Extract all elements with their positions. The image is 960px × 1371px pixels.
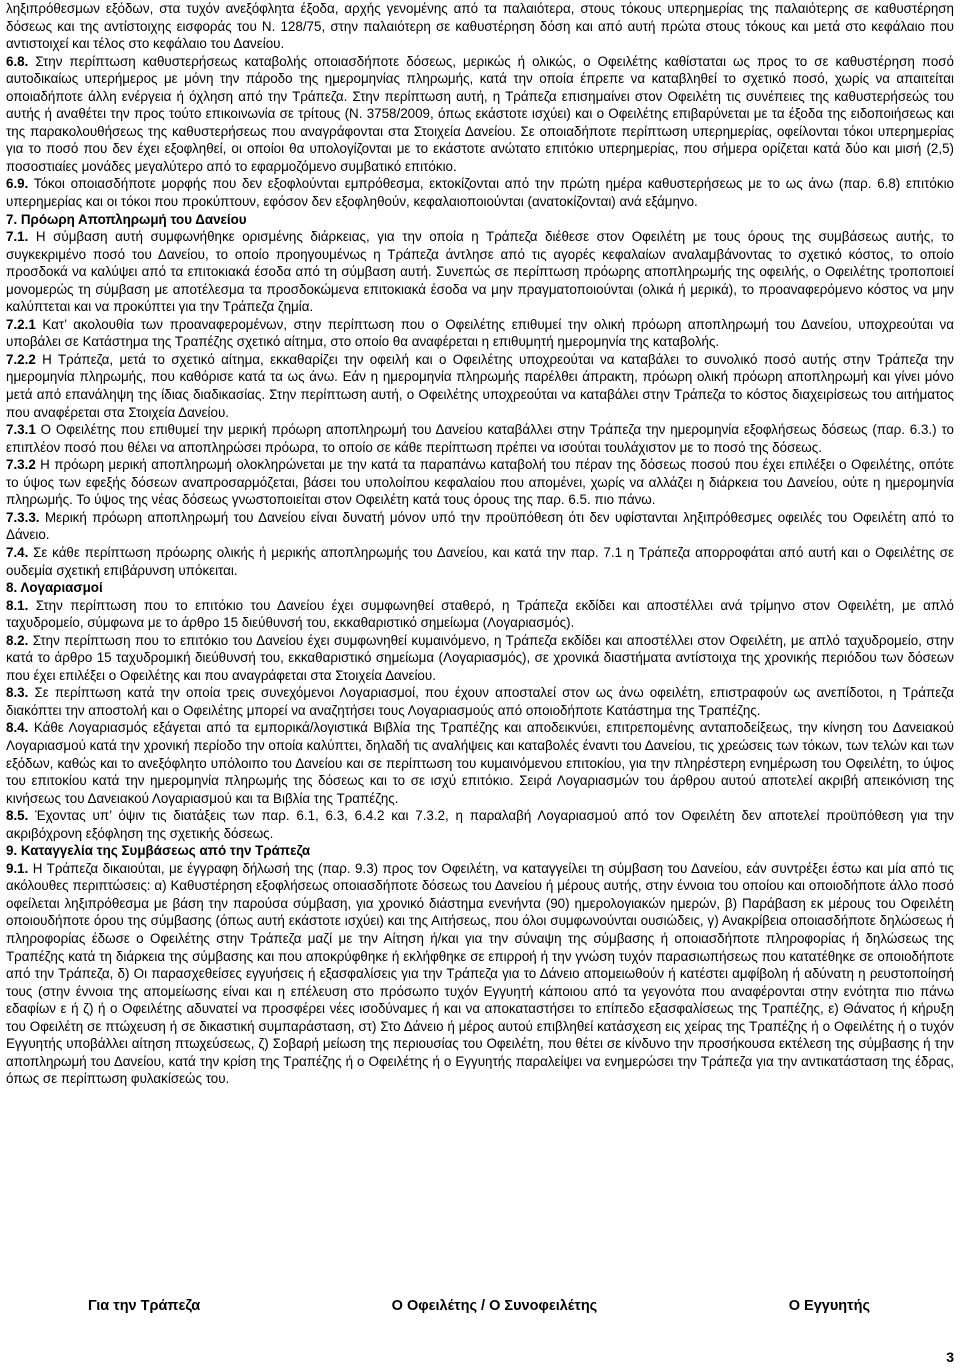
signature-guarantor: Ο Εγγυητής	[788, 1298, 870, 1314]
paragraph-text: Στην περίπτωση καθυστερήσεως καταβολής οποιασδήποτε δόσεως, μερικώς ή ολικώς, ο Οφειλέτης καθίσταται ως προς το σε καθυστέρηση ποσό αυτοδικαίως υπερήμερος με μόνη την πάροδο της ημερομηνίας πληρωμής, κατά την οποία έπρεπε να καταβληθεί το σχετικό ποσό, χωρίς να απαιτείται οποιαδήποτε άλλη ενέργεια ή όχληση από την Τράπεζα. Στην περίπτωση αυτή, η Τράπεζα επισημαίνει στον Οφειλέτη τις συνέπειες της καθυστερήσεώς του αυτής ή αναθέτει την προς τούτο επικοινωνία σε τρίτους (Ν. 3758/2009, όπως εκάστοτε ισχύει) και ο Οφειλέτης επιβαρύνεται με τα έξοδα της ειδοποιήσεως και της παρακολουθήσεως της καθυστερήσεως που αναγράφονται στα Στοιχεία Δανείου. Σε οποιαδήποτε περίπτωση υπερημερίας, οφείλονται τόκοι υπερημερίας για το ποσό που δεν έχει εξοφληθεί, οι οποίοι θα υπολογίζονται με το εκάστοτε ανώτατο επιτόκιο υπερημερίας, που σήμερα ορίζεται κατά δύο και μισή (2,5) ποσοστιαίες μονάδες μεγαλύτερο από το εφαρμοζόμενο συμβατικό επιτόκιο.	[6, 53, 954, 174]
paragraph-number: 8.3.	[6, 685, 29, 701]
paragraph-6-9	[6, 175, 954, 210]
paragraph-number: 7.2.2	[6, 351, 36, 367]
paragraph-text: Ο Οφειλέτης που επιθυμεί την μερική πρόωρη αποπληρωμή του Δανείου καταβάλλει στην Τράπεζα την ημερομηνία εξοφλήσεως δόσεως (παρ. 6.3.) το επιπλέον ποσό που θέλει να αποπληρώσει πρόωρα, το οποίο σε κάθε περίπτωση πρέπει να ισούται τουλάχιστον με το ποσό της δόσεως.	[6, 422, 954, 455]
paragraph-text: Η Τράπεζα, μετά το σχετικό αίτημα, εκκαθαρίζει την οφειλή και ο Οφειλέτης υποχρεούται να καταβάλει το συνολικό ποσό αυτής στην Τράπεζα την ημερομηνία πληρωμής, που καθόρισε κατά τα ως άνω. Εάν η ημερομηνία πληρωμής παρέλθει άπρακτη, πρόωρη ολική πρόωρη αποπληρωμή και γίνει μόνο μετά από επανάληψη της ίδιας διαδικασίας. Στην περίπτωση αυτή, ο Οφειλέτης υποχρεούται να καταβάλει στην Τράπεζα το κόστος διαχειρίσεως του αιτήματος που αναφέρεται στα Στοιχεία Δανείου.	[6, 351, 954, 420]
paragraph-8-5	[6, 807, 954, 842]
paragraph-7-3-3	[6, 509, 954, 544]
paragraph-7-2-2	[6, 351, 954, 421]
paragraph-7-3-1	[6, 421, 954, 456]
paragraph-number: 8.2.	[6, 632, 29, 648]
paragraph-number: 7.3.1	[6, 422, 36, 438]
paragraph-text: Η Τράπεζα δικαιούται, με έγγραφη δήλωσή της (παρ. 9.3) προς τον Οφειλέτη, να καταγγείλει τη σύμβαση του Δανείου, εάν συντρέξει έστω και μία από τις ακόλουθες περιπτώσεις: α) Καθυστέρηση εξοφλήσεως οποιασδήποτε δόσεως του Δανείου ή μέρους αυτής, στην έννοια του οποίου και οποιοδήποτε άλλο ποσό οφείλεται ληξιπρόθεσμα με βάση την παρούσα σύμβαση, για χρονικό διάστημα ενενήντα (90) ημερολογιακών ημερών, β) Παράβαση εκ μέρους του Οφειλέτη οποιουδήποτε όρου της σύμβασης (όπως αυτή εκάστοτε ισχύει) και της Αιτήσεως, που όλοι συμφωνούνται ουσιώδεις, γ) Ανακρίβεια οποιασδήποτε δηλώσεως ή πληροφορίας έδωσε ο Οφειλέτης στην Τράπεζα μαζί με την Αίτηση ή/και για την σύναψη της σύμβασης ή οποιασδήποτε πληροφορίας ή δηλώσεως της Τραπέζης κατά τη διάρκεια της σύμβασης και που αποκρύφθηκε ή εκλήφθηκε σε επιρροή ή την γνώση τυχόν παρασιωπήσεως που κατατέθηκε σε οποιοδήποτε από την Τράπεζα, δ) Οι παρασχεθείσες εγγυήσεις ή εξασφαλίσεις για την Τράπεζα για το Δάνειο απομειωθούν ή κατέστει αμφίβολη ή αδύνατη η ρευστοποίησή τους (στην έννοια της απομείωσης είναι και η επέλευση στο πρόσωπο τυχόν Εγγυητή κάποιου από τα γεγονότα που αναφέρονται στην ενότητα πιο πάνω εδαφίων ε ή ζ) ή ο Οφειλέτης αδυνατεί να προσφέρει νέες ισοδύναμες ή και να αποκαταστήσει το επίπεδο εξασφαλίσεως της Τραπέζης, ε) Θάνατος ή κήρυξη του Οφειλέτη σε πτώχευση ή σε δικαστική συμπαράσταση, στ) Στο Δάνειο ή μέρος αυτού επιβληθεί κατάσχεση εις χείρας της Τραπέζης ή ο Οφειλέτης ή ο τυχόν Εγγυητής υποβάλλει αίτηση πτωχεύσεως, ζ) Σοβαρή μείωση της περιουσίας του Οφειλέτη, που θέτει σε κίνδυνο την προσήκουσα εκτέλεση της σύμβασης ή την αποπληρωμή του Δανείου, κατά την κρίση της Τραπέζης ή ο Οφειλέτης ή ο Εγγυητής παραλείψει να ενημερώσει την Τράπεζα για την αντικατάσταση της έδρας, όπως σε περίπτωση φυλακίσεώς του.	[6, 860, 954, 1087]
paragraph-7-2-1	[6, 316, 954, 351]
paragraph-text: Τόκοι οποιασδήποτε μορφής που δεν εξοφλούνται εμπρόθεσμα, εκτοκίζονται από την πρώτη ημέρα καθυστερήσεως με το ως άνω (παρ. 6.8) επιτόκιο υπερημερίας και οι τόκοι που προκύπτουν, εφόσον δεν εξοφληθούν, κεφαλαιοποιούνται (ανατοκίζονται) ανά εξάμηνο.	[6, 176, 954, 210]
paragraph-number: 8.1.	[6, 597, 29, 613]
section-heading-7	[6, 211, 954, 229]
paragraph-8-2	[6, 632, 954, 685]
paragraph-number: 7.2.1	[6, 316, 36, 332]
paragraph-text: Κατ’ ακολουθία των προαναφερομένων, στην περίπτωση που ο Οφειλέτης επιθυμεί την ολική πρόωρη αποπληρωμή του Δανείου, υποχρεούται να υποβάλει σε Κατάστημα της Τραπέζης σχετικό αίτημα, στο οποίο θα αναφέρεται η επιθυμητή ημερομηνία της καταβολής.	[6, 316, 954, 350]
paragraph-continuation	[6, 0, 954, 53]
paragraph-text: Η πρόωρη μερική αποπληρωμή ολοκληρώνεται με την κατά τα παραπάνω καταβολή του πέραν της δόσεως ποσού που έχει επιλέξει ο Οφειλέτης, οπότε το ύψος των εφεξής δόσεων αναπροσαρμόζεται, βάσει του υπολοίπου κεφαλαίου που απομένει, χωρίς να αλλάζει η διάρκεια του Δανείου, ούτε η ημερομηνία πληρωμής. Το ύψος της νέας δόσεως γνωστοποιείται στον Οφειλέτη κατά τους όρους της παρ. 6.5. πιο πάνω.	[6, 457, 954, 508]
paragraph-number: 6.9.	[6, 176, 29, 192]
section-heading: 7. Πρόωρη Αποπληρωμή του Δανείου	[6, 211, 247, 227]
paragraph-number: 7.3.2	[6, 457, 36, 473]
paragraph-text: Έχοντας υπ’ όψιν τις διατάξεις των παρ. 6.1, 6.3, 6.4.2 και 7.3.2, η παραλαβή Λογαριασμού από τον Οφειλέτη δεν αποτελεί προϋπόθεση για την ακριβόχρονη εξόφληση της σχετικής δόσεως.	[6, 808, 954, 841]
paragraph-6-8	[6, 53, 954, 176]
paragraph-text: Σε κάθε περίπτωση πρόωρης ολικής ή μερικής αποπληρωμής του Δανείου, και κατά την παρ. 7.1 η Τράπεζα απορροφάται από αυτή και ο Οφειλέτης σε ουδεμία σχετική επιβάρυνση υπόκειται.	[6, 544, 954, 578]
paragraph-number: 7.4.	[6, 544, 29, 560]
page-number: 3	[946, 1349, 954, 1365]
paragraph-text: Κάθε Λογαριασμός εξάγεται από τα εμπορικά/λογιστικά Βιβλία της Τραπέζης και αποδεικνύει, επιτρεπομένης ανταποδείξεως, την κίνηση του Δανειακού Λογαριασμού κατά την χρονική περίοδο την οποία καλύπτει, δηλαδή τις αναλήψεις και καταβολές έναντι του Δανείου, τις χρεώσεις των τόκων, των τελών και των εξόδων, καθώς και το ανεξόφλητο υπόλοιπο του Δανείου και σε περίπτωση του κυμαινόμενου επιτοκίου, για την πληρέστερη ενημέρωση του Οφειλέτη, το ύψος του επιτοκίου κατά την ημερομηνία πληρωμής της δόσεως και το σε ισχύ επιτόκιο. Σειρά Λογαριασμών του άρθρου αυτού αποτελεί ακριβή απεικόνιση της κινήσεως του Δανειακού Λογαριασμού και τα Βιβλία της Τραπέζης.	[6, 720, 954, 806]
paragraph-text: Στην περίπτωση που το επιτόκιο του Δανείου έχει συμφωνηθεί σταθερό, η Τράπεζα εκδίδει και αποστέλλει ανά τρίμηνο στον Οφειλέτη, με απλό ταχυδρομείο, σύμφωνα με το άρθρο 15 διεύθυνσή του, εκκαθαριστικό σημείωμα (Λογαριασμός).	[6, 597, 954, 631]
signature-bank: Για την Τράπεζα	[88, 1298, 201, 1314]
paragraph-7-4	[6, 544, 954, 579]
paragraph-7-3-2	[6, 456, 954, 509]
paragraph-text: ληξιπρόθεσμων εξόδων, στα τυχόν ανεξόφλητα έξοδα, αρχής γενομένης από τα παλαιότερα, στους τόκους υπερημερίας της παλαιότερης σε καθυστέρηση δόσεως και της αντίστοιχης εισφοράς του Ν. 128/75, στην παλαιότερη σε καθυστέρηση δόση και από αυτή πρώτα στους τόκους και μετά στο κεφάλαιο που αντιστοιχεί και τέλος στο κεφάλαιο του Δανείου.	[6, 1, 954, 52]
paragraph-9-1	[6, 860, 954, 1088]
paragraph-8-1	[6, 597, 954, 632]
signature-row	[88, 1298, 870, 1314]
paragraph-number: 8.4.	[6, 720, 29, 736]
paragraph-text: Σε περίπτωση κατά την οποία τρεις συνεχόμενοι Λογαριασμοί, που έχουν αποσταλεί στον ως άνω οφειλέτη, επιστραφούν ως ανεπίδοτοι, η Τράπεζα διακόπτει την αποστολή και ο Οφειλέτης μπορεί να αναζητήσει τους Λογαριασμούς από οποιοδήποτε Κατάστημα της Τραπέζης.	[6, 685, 954, 718]
paragraph-text: Στην περίπτωση που το επιτόκιο του Δανείου έχει συμφωνηθεί κυμαινόμενο, η Τράπεζα εκδίδει και αποστέλλει στον Οφειλέτη, με απλό ταχυδρομείο, στην κατά το άρθρο 15 ταχυδρομική διεύθυνσή του, εκκαθαριστικό σημείωμα (Λογαριασμός), σε χρονικά διαστήματα αντίστοιχα της χρονικής περιόδου των δόσεων που έχει επιλέξει ο Οφειλέτης και που αναγράφεται στα Στοιχεία Δανείου.	[6, 632, 954, 683]
paragraph-number: 9.1.	[6, 860, 29, 876]
paragraph-7-1	[6, 228, 954, 316]
section-heading-9	[6, 842, 954, 860]
section-heading: 9. Καταγγελία της Συμβάσεως από την Τράπεζα	[6, 843, 311, 859]
body-text	[6, 0, 954, 1088]
paragraph-8-4	[6, 719, 954, 807]
section-heading-8	[6, 579, 954, 597]
paragraph-text: Η σύμβαση αυτή συμφωνήθηκε ορισμένης διάρκειας, για την οποία η Τράπεζα διέθεσε στον Οφειλέτη με τους όρους της συμβάσεως αυτής, το συγκεκριμένο ποσό του Δανείου, το οποίο προηγουμένως η Τράπεζα άντλησε από τις αγορές κεφαλαίων αναλαμβάνοντας το σχετικό κόστος, το οποίο προσδοκά να καλύψει από τα επιτοκιακά έσοδα από τη σύμβαση αυτή. Συνεπώς σε περίπτωση πρόωρης αποπληρωμής της οφειλής, ο Οφειλέτης τροποποιεί μονομερώς τη σύμβαση με αποτέλεσμα τα προσδοκώμενα επιτοκιακά έσοδα να μην πραγματοποιούνται (ολικά ή μερικά), το προαναφερόμενο κόστος να μην καλύπτεται και να προκύπτει για την Τράπεζα ζημία.	[6, 229, 954, 315]
paragraph-number: 6.8.	[6, 53, 29, 69]
signature-debtor: Ο Οφειλέτης / Ο Συνοφειλέτης	[391, 1298, 598, 1314]
paragraph-number: 7.3.3.	[6, 509, 40, 525]
section-heading: 8. Λογαριασμοί	[6, 580, 103, 596]
paragraph-number: 8.5.	[6, 808, 29, 824]
paragraph-number: 7.1.	[6, 229, 29, 245]
paragraph-text: Μερική πρόωρη αποπληρωμή του Δανείου είναι δυνατή μόνον υπό την προϋπόθεση ότι δεν υφίστανται ληξιπρόθεσμες οφειλές του Οφειλέτη από το Δάνειο.	[6, 509, 954, 543]
paragraph-8-3	[6, 684, 954, 719]
